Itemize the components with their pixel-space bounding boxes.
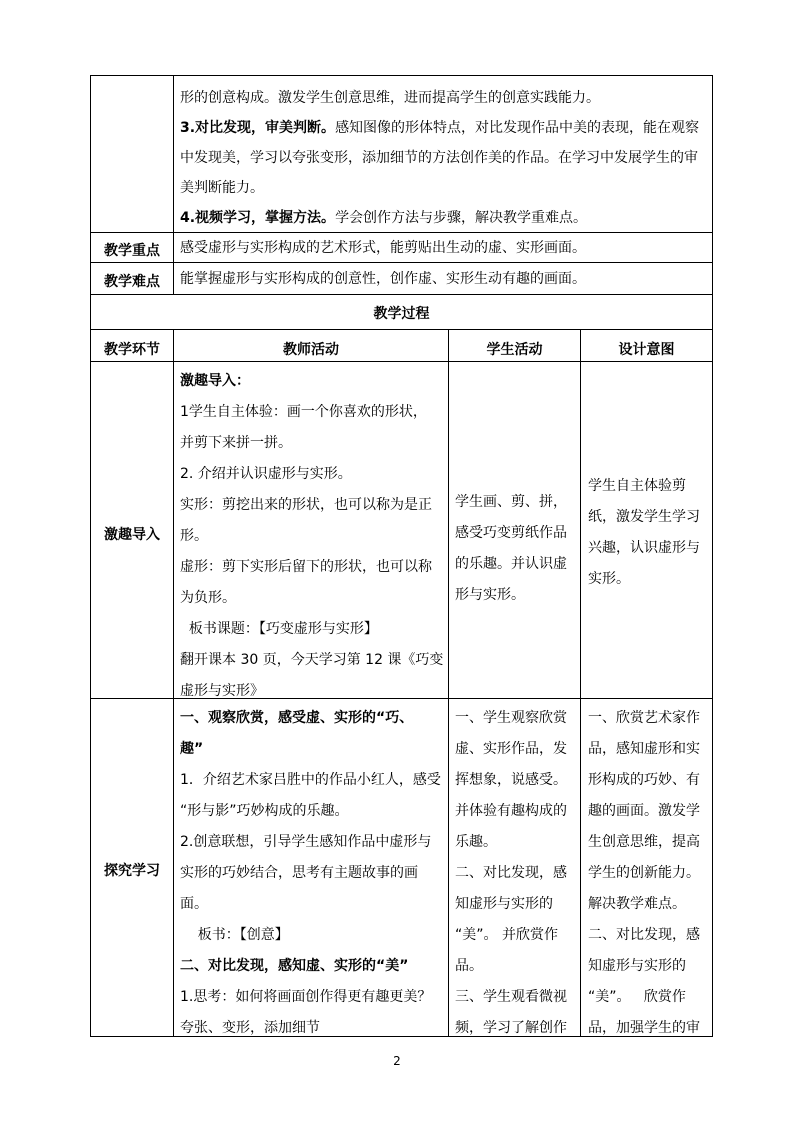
row2-student-line: 虚、实形作品，发 <box>455 741 567 757</box>
row2-teacher-line: 面。 <box>180 896 208 912</box>
header-intent: 设计意图 <box>618 342 675 358</box>
difficulty-text: 能掌握虚形与实形构成的创意性，创作虚、实形生动有趣的画面。 <box>180 271 586 287</box>
row2-teacher-line: 板书：【创意】 <box>180 927 289 943</box>
row1-teacher-line: 并剪下来拼一拼。 <box>180 435 292 451</box>
key-point-label: 教学重点 <box>104 243 160 259</box>
row1-intent-line: 实形。 <box>588 571 630 587</box>
row2-student-line: 三、学生观看微视 <box>455 989 567 1005</box>
row2-teacher-line: 实形的巧妙结合，思考有主题故事的画 <box>180 865 418 881</box>
row2-teacher-line: 2.创意联想，引导学生感知作品中虚形与 <box>180 834 432 850</box>
header-student: 学生活动 <box>486 342 543 358</box>
row2-intent-line: 生创意思维，提高 <box>588 834 700 850</box>
row1-teacher-line: 虚形与实形》 <box>180 683 264 699</box>
row1-student-line: 形与实形。 <box>455 587 525 603</box>
row2-intent-line: 趣的画面。激发学 <box>588 803 700 819</box>
row1-intent-line: 学生自主体验剪 <box>588 478 686 494</box>
row2-teacher-line: 趣” <box>180 741 204 757</box>
row2-stage: 探究学习 <box>104 863 160 879</box>
row2-student-line: 频，学习了解创作 <box>455 1020 567 1036</box>
row2-design-intent <box>588 703 700 1044</box>
row2-intent-line: 知虚形与实形的 <box>588 958 686 974</box>
row1-teacher-line: 虚形：剪下实形后留下的形状，也可以称 <box>180 559 432 575</box>
row2-intent-line: 品，感知虚形和实 <box>588 741 700 757</box>
process-title: 教学过程 <box>373 306 430 322</box>
row1-student-line: 学生画、剪、拼， <box>455 494 567 510</box>
row2-intent-line: “美”。 欣赏作 <box>588 989 686 1005</box>
row2-student-line: 一、学生观察欣赏 <box>455 710 567 726</box>
objective-line: 中发现美，学习以夸张变形，添加细节的方法创作美的作品。在学习中发展学生的审 <box>180 150 698 166</box>
difficulty-label: 教学难点 <box>104 274 160 290</box>
table-border-left <box>90 75 91 1037</box>
table-border-right <box>712 75 713 1037</box>
header-teacher: 教师活动 <box>283 342 339 358</box>
row2-student-line: 二、对比发现，感 <box>455 865 567 881</box>
row2-student-line: “美”。 并欣赏作 <box>455 927 558 943</box>
objective-item-4-text: 学会创作方法与步骤，解决教学重难点。 <box>335 210 588 226</box>
col-divider <box>448 329 449 1037</box>
objective-line: 美判断能力。 <box>180 180 264 196</box>
row1-teacher-line: 翻开课本 30 页，今天学习第 12 课《巧变 <box>180 652 444 668</box>
row2-student-line: 品。 <box>455 958 483 974</box>
objective-item-4 <box>180 203 587 233</box>
row2-intent-line: 学生的创新能力。 <box>588 865 700 881</box>
row2-teacher-line: 二、对比发现，感知虚、实形的“美” <box>180 958 409 974</box>
row2-intent-line: 解决教学难点。 <box>588 896 686 912</box>
row2-teacher-line: 1．介绍艺术家吕胜中的作品小红人，感受 <box>180 772 441 788</box>
row1-student-activity <box>455 487 567 611</box>
row1-student-line: 的乐趣。并认识虚 <box>455 556 567 572</box>
row2-intent-line: 二、对比发现，感 <box>588 927 700 943</box>
col-divider <box>173 75 174 294</box>
row1-teacher-line: 实形：剪挖出来的形状，也可以称为是正 <box>180 497 432 513</box>
row2-teacher-line: 1.思考：如何将画面创作得更有趣更美？ <box>180 989 432 1005</box>
row2-teacher-line: 夸张、变形，添加细节 <box>180 1020 320 1036</box>
row-divider <box>90 294 713 295</box>
col-divider <box>173 329 174 1037</box>
row2-student-activity <box>455 703 567 1044</box>
row1-teacher-line: 为负形。 <box>180 590 236 606</box>
row2-student-line: 知虚形与实形的 <box>455 896 553 912</box>
row2-teacher-line: “形与影”巧妙构成的乐趣。 <box>180 803 349 819</box>
page-number: 2 <box>393 1054 401 1068</box>
row-divider <box>90 361 713 362</box>
row2-student-line: 乐趣。 <box>455 834 497 850</box>
row-divider <box>90 329 713 330</box>
row2-intent-line: 一、欣赏艺术家作 <box>588 710 700 726</box>
objective-item-3-title: 3.对比发现，审美判断。 <box>180 120 336 136</box>
table-border-top <box>90 75 713 76</box>
header-stage: 教学环节 <box>104 342 160 358</box>
col-divider <box>580 329 581 1037</box>
row2-intent-line: 形构成的巧妙、有 <box>588 772 700 788</box>
objective-item-3 <box>180 113 699 143</box>
objective-item-3-text: 感知图像的形体特点，对比发现作品中美的表现，能在观察 <box>335 120 700 136</box>
row1-stage: 激趣导入 <box>104 527 160 543</box>
row2-intent-line: 品，加强学生的审 <box>588 1020 700 1036</box>
row1-teacher-activity <box>180 366 443 707</box>
row2-student-line: 并体验有趣构成的 <box>455 803 567 819</box>
row1-intent-line: 兴趣，认识虚形与 <box>588 540 700 556</box>
objective-item-4-title: 4.视频学习，掌握方法。 <box>180 210 336 226</box>
row1-teacher-line: 形。 <box>180 528 208 544</box>
row1-design-intent <box>588 471 700 595</box>
objective-line: 形的创意构成。激发学生创意思维，进而提高学生的创意实践能力。 <box>180 90 600 106</box>
row1-teacher-line: 2. 介绍并认识虚形与实形。 <box>180 466 352 482</box>
key-point-text: 感受虚形与实形构成的艺术形式，能剪贴出生动的虚、实形画面。 <box>180 240 586 256</box>
row2-teacher-activity <box>180 703 441 1044</box>
row2-teacher-line: 一、观察欣赏，感受虚、实形的“巧、 <box>180 710 414 726</box>
row1-intent-line: 纸，激发学生学习 <box>588 509 700 525</box>
row2-student-line: 挥想象，说感受。 <box>455 772 567 788</box>
row1-teacher-line: 板书课题：【巧变虚形与实形】 <box>180 621 378 637</box>
row1-teacher-line: 激趣导入： <box>180 373 250 389</box>
row1-student-line: 感受巧变剪纸作品 <box>455 525 567 541</box>
row1-teacher-line: 1学生自主体验：画一个你喜欢的形状， <box>180 404 427 420</box>
